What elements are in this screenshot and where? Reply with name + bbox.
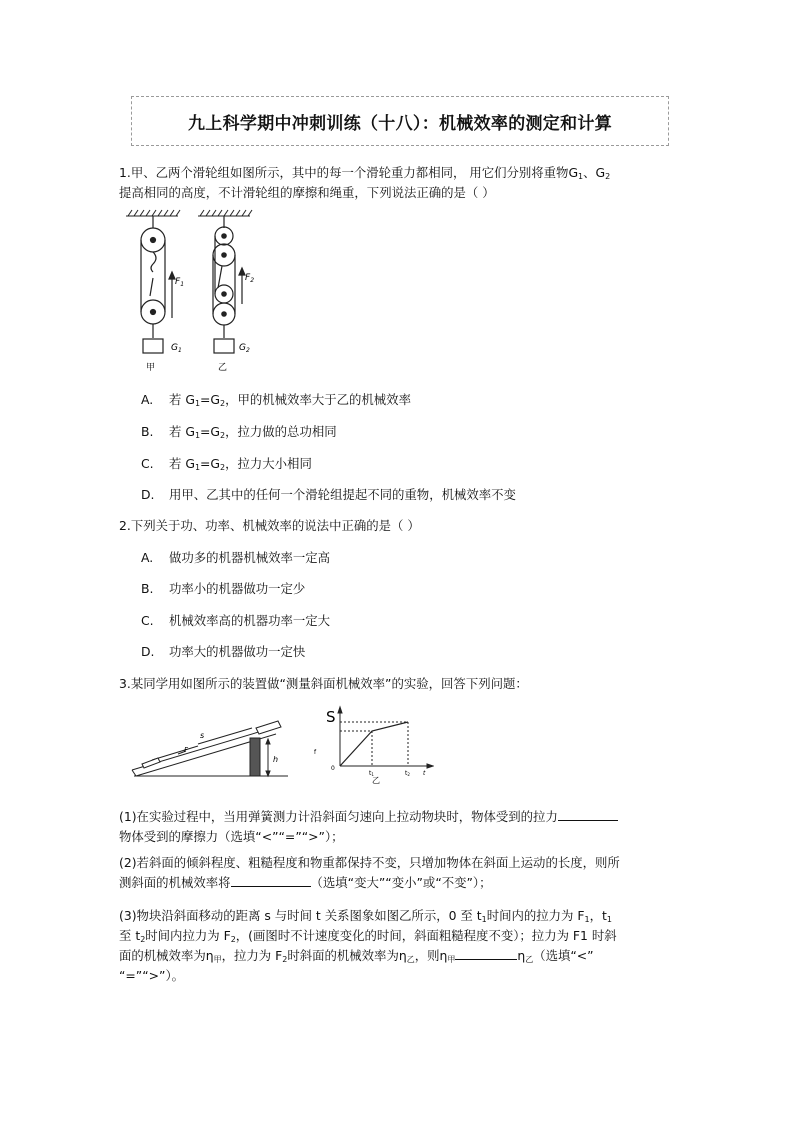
question-2-stem: 2.下列关于功、功率、机械效率的说法中正确的是（ ） [119,518,420,533]
q1-option-b: B. 若 $G_1=G_2$，拉力做的总功相同 [141,424,337,440]
pulley-system-jia [141,216,175,353]
s-axis-label: S [326,708,336,726]
q1-option-a: A. 若 $G_1=G_2$，甲的机械效率大于乙的机械效率 [141,392,411,408]
left-mark: f [314,749,317,756]
incline-figure [128,710,293,784]
s-t-graph [312,704,434,784]
q2-option-c: C. 机械效率高的机器功率一定大 [141,613,331,628]
question-3-stem: 3.某同学用如图所示的装置做“测量斜面机械效率”的实验，回答下列问题： [119,676,528,691]
ceiling-right [198,210,252,216]
q3-part-1: (1)在实验过程中，当用弹簧测力计沿斜面匀速向上拉动物块时，物体受到的拉力 物体受到的摩擦力（选填“<”“=”“>”）； [119,807,679,847]
s-label: s [200,731,205,740]
answer-blank-1[interactable] [558,808,618,821]
h-label: h [273,755,279,764]
ceiling-left [126,210,180,216]
answer-blank-3[interactable] [455,947,517,960]
title-box [131,96,669,146]
f2-label: $F_2$ [245,273,255,284]
g2-label: $G_2$ [239,343,250,354]
g1-label: $G_1$ [171,343,182,354]
question-number: 3. [119,676,131,691]
q3-part-2: (2)若斜面的倾斜程度、粗糙程度和物重都保持不变，只增加物体在斜面上运动的长度，则所 测斜面的机械效率将 （选填“变大”“变小”或“不变”）； [119,855,620,890]
t-axis-label: t [423,770,426,777]
t1-label: t1 [369,770,374,777]
page-title: 九上科学期中冲刺训练（十八）：机械效率的测定和计算 [188,113,612,134]
label-yi: 乙 [218,363,228,373]
q2-option-b: B. 功率小的机器做功一定少 [141,581,306,596]
q1-option-c: C. 若 $G_1=G_2$，拉力大小相同 [141,456,312,472]
label-yi: 乙 [372,776,380,784]
question-number: 1. [119,165,131,180]
f1-label: $F_1$ [175,277,185,288]
pulley-system-yi [213,216,245,353]
q2-option-d: D. 功率大的机器做功一定快 [141,644,306,659]
answer-blank-2[interactable] [231,874,311,887]
pulley-figure [120,208,270,376]
q3-part-3: (3)物块沿斜面移动的距离 s 与时间 t 关系图象如图乙所示，0 至 $t_1$时间内的拉力为 $F_1$，$t_1$ 至 $t_2$时间内拉力为 $F_2$，(画图时不计速度变化的时间，斜面粗糙程度不变）；拉力为 F1 时斜 面的机械效率为$\eta_甲$，拉力为 $F_2$时斜面的机械效率为$\eta_乙$，则$\eta_甲$ $\eta_乙$（选填“<” “=”“>”）。 [119,908,617,983]
origin-label: 0 [331,765,335,772]
t2-label: t2 [405,770,410,777]
question-1-stem: 1.甲、乙两个滑轮组如图所示，其中的每一个滑轮重力都相同， 用它们分别将重物$G_1$、$G_2$ 提高相同的高度，不计滑轮组的摩擦和绳重，下列说法正确的是（ ） [119,165,611,200]
label-jia: 甲 [146,363,156,373]
f-label: F [184,746,189,754]
q1-option-d: D. 用甲、乙其中的任何一个滑轮组提起不同的重物，机械效率不变 [141,487,516,502]
q2-option-a: A. 做功多的机器机械效率一定高 [141,550,331,565]
question-number: 2. [119,518,131,533]
